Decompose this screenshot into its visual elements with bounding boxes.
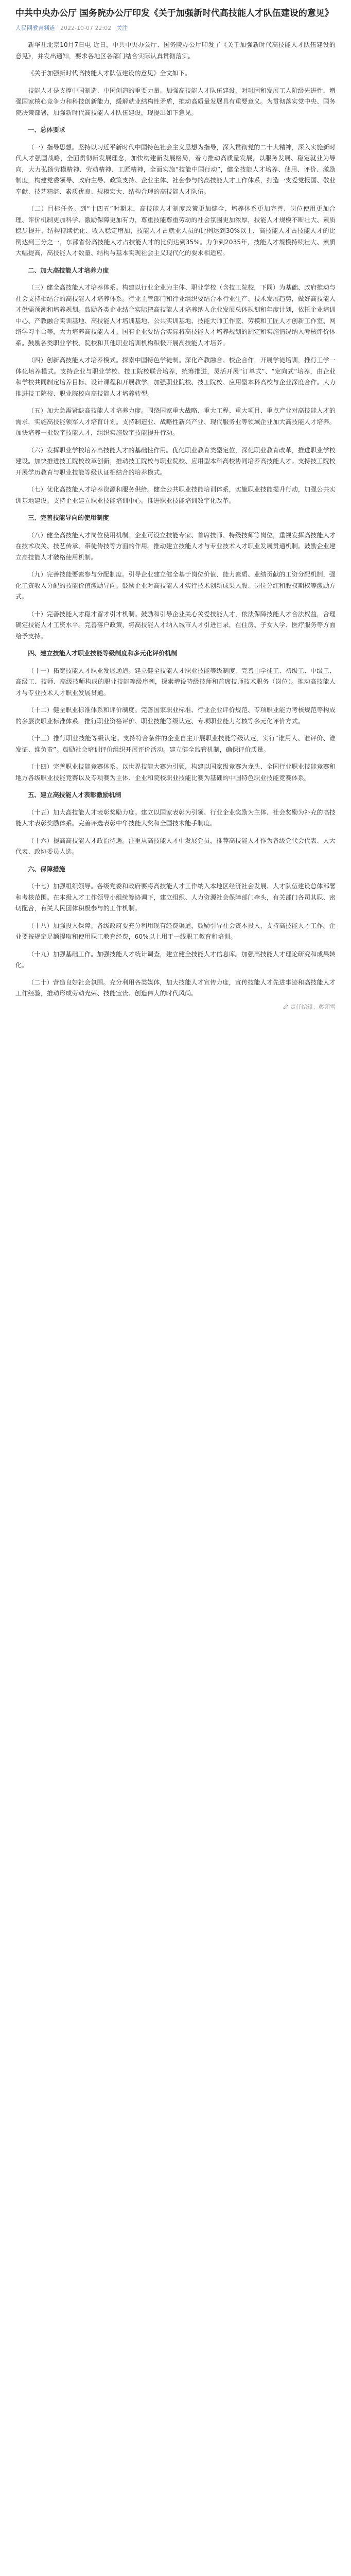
- article-footer: [15, 1003, 336, 1011]
- paragraph: （三）健全高技能人才培养体系。构建以行业企业为主体、职业学校（含技工院校，下同）为基础、政府推动与社会支持相结合的高技能人才培养体系。行业主管部门和行业组织要结合本行业生产、技术发展趋势，做好高技能人才供需预测和培养规划。鼓励各类企业结合实际把高技能人才培养纳入企业发展总体规划和年度计划，依托企业培训中心、产教融合实训基地、高技能人才培训基地、公共实训基地、技能大师工作室、劳模和工匠人才创新工作室、网络学习平台等，大力培养高技能人才。国有企业要结合实际将高技能人才培养规划的制定和实施情况纳入考核评价体系。鼓励各类职业学校、院校和其他职业培训机构积极开展高技能人才培养。: [15, 284, 336, 347]
- paragraph: （九）完善技能要素参与分配制度。引导企业建立健全基于岗位价值、能力素质、业绩贡献的工资分配机制，强化工资收入分配的技能价值激励导向。鼓励企业对高技能人才实行技术创新成果入股、岗位分红和股权期权等激励方式。: [15, 571, 336, 600]
- paragraph: （十二）健全职业标准体系和评价制度。完善国家职业标准、行业企业评价规范、专项职业能力考核规范等构成的多层次职业标准体系。推行职业资格评价、职业技能等级认定、专项职业能力考核等多元化评价方式。: [15, 706, 336, 725]
- paragraph: （二十）营造良好社会氛围。充分利用各类媒体，加大技能人才宣传力度，宣传技能人才先进事迹和高技能人才工作经验，推动形成劳动光荣、技能宝贵、创造伟大的时代风尚。: [15, 978, 336, 997]
- section-heading: 一、总体要求: [28, 126, 65, 133]
- article-meta: [15, 23, 336, 32]
- paragraph: （十七）加强组织领导。各级党委和政府要将高技能人才工作纳入本地区经济社会发展、人才队伍建设总体部署和考核范围。在本级人才工作领导小组统筹协调下，建立组织、人力资源社会保障部门牵头，有关部门各司其职、密切配合，有关人民团体积极参与的工作机制。: [15, 883, 336, 912]
- paragraph: （八）健全高技能人才岗位使用机制。企业可设立技能专家、首席技师、特级技师等岗位，重视发挥高技能人才在技术攻关、技艺传承、带徒传技等方面的作用。推动建立技能人才与专业技术人才职业发展贯通机制。鼓励企业建立高技能人才破格使用机制。: [15, 531, 336, 561]
- section-heading: 四、建立技能人才职业技能等级制度和多元化评价机制: [28, 650, 178, 657]
- paragraph: （二）目标任务。到“十四五”时期末，高技能人才制度政策更加健全、培养体系更加完善、岗位使用更加合理、评价机制更加科学、激励保障更加有力，尊重技能尊重劳动的社会氛围更加浓厚，技能人才规模不断壮大、素质稳步提升、结构持续优化、收入稳定增加，技能人才占就业人员的比例达到30%以上，高技能人才占技能人才的比例达到三分之一，东部省份高技能人才占技能人才的比例达到35%。力争到2035年，技能人才规模持续壮大、素质大幅提高，高技能人才数量、结构与基本实现社会主义现代化的要求相适应。: [15, 205, 336, 257]
- article-body: [15, 40, 336, 999]
- article-title: 中共中央办公厅 国务院办公厅印发《关于加强新时代高技能人才队伍建设的意见》: [15, 8, 334, 19]
- source-link[interactable]: 人民网教育频道: [15, 25, 55, 31]
- section-heading: 六、保障措施: [28, 865, 65, 873]
- paragraph: （十四）完善职业技能竞赛体系。以世界技能大赛为引领，构建以国家级竞赛为龙头、全国行业职业技能竞赛和地方各级职业技能竞赛以及专项赛为主体、企业和院校职业技能比赛为基础的中国特色职业技能竞赛体系。: [15, 763, 336, 782]
- paragraph: （十八）加强投入保障。各级政府要充分利用现有经费渠道，鼓励引导社会资本投入，支持高技能人才工作。企业要按规定足额提取和使用职工教育经费，60%以上用于一线职工教育和培训。: [15, 922, 336, 940]
- paragraph: （七）优化高技能人才培养资源和服务供给。健全公共职业技能培训体系，实施职业技能提升行动，加强公共实训基地建设。支持企业建立职业技能培训中心。推进职业技能培训数字化改革。: [15, 486, 336, 504]
- publish-datetime: 2022-10-07 22:02: [60, 24, 112, 31]
- section-heading: 五、建立高技能人才表彰激励机制: [28, 791, 121, 799]
- follow-link[interactable]: 关注: [116, 25, 128, 31]
- paragraph: （十九）加强基础工作。加强技能人才统计调查，建立健全技能人才信息库。加强高技能人才理论研究和成果转化。: [15, 950, 336, 969]
- section-heading: 三、完善技能导向的使用制度: [28, 514, 109, 521]
- paragraph: （十三）推行职业技能等级认定。支持符合条件的企业自主开展职业技能等级认定，实行“谁用人、谁评价、谁发证、谁负责”。鼓励社会培训评价组织开展评价活动。建立健全监管机制，确保评价质量。: [15, 735, 336, 753]
- paragraph: （十六）提高高技能人才政治待遇。注重从高技能人才中发展党员，推荐高技能人才作为各级党代会代表、人大代表、政协委员人选。: [15, 837, 336, 855]
- pencil-icon: [283, 1004, 288, 1009]
- section-heading: 二、加大高技能人才培养力度: [28, 266, 109, 274]
- paragraph: （四）创新高技能人才培养模式。探索中国特色学徒制。深化产教融合、校企合作，开展学徒培训，推行工学一体化培养模式。支持企业与职业学校、技工院校联合培养，统筹推进，灵活开展“订单式”、“定向式”培养，由企业和学校共同制定培养目标、设计课程和开展教学。加强职业院校、技工院校、应用型本科高校与企业深度合作。大力推进技工院校、职业院校向高技能人才培养转型。: [15, 357, 336, 397]
- paragraph: （十）完善技能人才稳才留才引才机制。鼓励和引导企业关心关爱技能人才，依法保障技能人才合法权益，合理确定技能人才工资水平。完善落户政策，将高技能人才纳入城市人才引进目录，在住房、子女入学、医疗服务等方面给予支持。: [15, 610, 336, 640]
- editor-label: 责任编辑：彭朔雪: [290, 1003, 336, 1010]
- paragraph: （六）发挥职业学校培养高技能人才的基础性作用。优化职业教育类型定位，深化职业教育改革，推进职业学校建设。加快推进技工院校改革创新，推动技工院校与职业院校、应用型本科高校协同培养高技能人才。支持技工院校开展学历教育与职业技能等级认证相结合的培养模式。: [15, 446, 336, 476]
- paragraph: （十五）加大高技能人才表彰奖励力度。建立以国家表彰为引领、行业企业奖励为主体、社会奖励为补充的高技能人才表彰奖励体系。完善评选表彰中华技能大奖和全国技术能手制度。: [15, 808, 336, 827]
- paragraph: （十一）拓宽技能人才职业发展通道。建立健全技能人才职业技能等级制度，完善由学徒工、初级工、中级工、高级工、技师、高级技师构成的职业技能等级序列，探索增设特级技师和首席技师技术职务（岗位）。推动高技能人才与专业技术人才职业发展贯通。: [15, 667, 336, 697]
- paragraph: 技能人才是支撑中国制造、中国创造的重要力量。加强高技能人才队伍建设，对巩固和发展工人阶级先进性，增强国家核心竞争力和科技创新能力，缓解就业结构性矛盾，推动高质量发展具有重要意义。为贯彻落实党中央、国务院决策部署，加强新时代高技能人才队伍建设，现提出如下意见。: [15, 87, 336, 116]
- paragraph: （一）指导思想。坚持以习近平新时代中国特色社会主义思想为指导，深入贯彻党的二十大精神，深入实施新时代人才强国战略，全面贯彻新发展理念，加快构建新发展格局，着力推动高质量发展，以服务发展、稳定就业为导向，大力弘扬劳模精神、劳动精神、工匠精神，全面实施“技能中国行动”，健全技能人才培养、使用、评价、激励制度，构建党委领导、政府主导、政策支持、企业主体、社会参与的高技能人才工作体系，打造一支爱党报国、敬业奉献、技艺精湛、素质优良、规模宏大、结构合理的高技能人才队伍。: [15, 143, 336, 195]
- paragraph: （五）加大急需紧缺高技能人才培养力度。围绕国家重大战略、重大工程、重大项目、重点产业对高技能人才的需求，实施高技能领军人才培育计划。支持制造业、战略性新兴产业、现代服务业等领域企业加大高技能人才培养。加快培养一批数字技能人才，组织实施数字技能提升行动。: [15, 407, 336, 436]
- paragraph: 新华社北京10月7日电 近日，中共中央办公厅、国务院办公厅印发了《关于加强新时代高技能人才队伍建设的意见》，并发出通知，要求各地区各部门结合实际认真贯彻落实。: [15, 41, 336, 60]
- paragraph: 《关于加强新时代高技能人才队伍建设的意见》全文如下。: [28, 70, 191, 77]
